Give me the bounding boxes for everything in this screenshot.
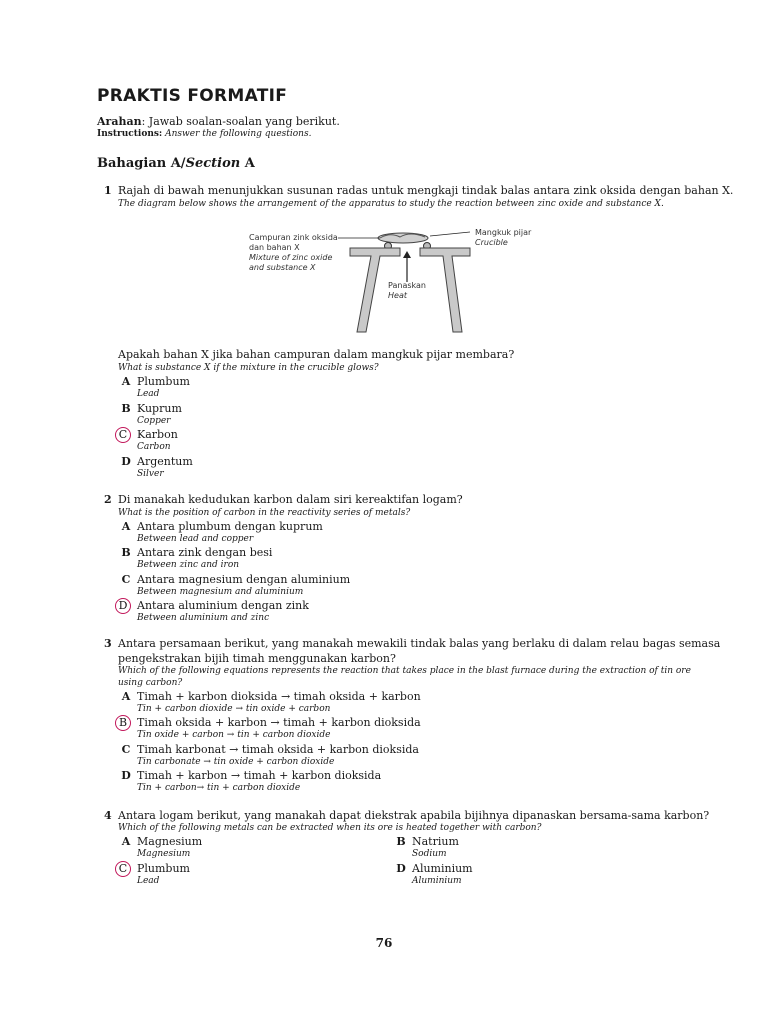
question-1-text-malay: Rajah di bawah menunjukkan susunan radas untuk mengkaji tindak balas antara zink oksida dengan bahan X. bbox=[118, 184, 734, 197]
q2-option-a-letter[interactable]: A bbox=[121, 520, 131, 533]
label-heat-english: Heat bbox=[388, 291, 407, 300]
question-4-text-malay: Antara logam berikut, yang manakah dapat diekstrak apabila bijihnya dipanaskan bersama-sama karbon? bbox=[118, 809, 710, 822]
instructions-label-malay: Arahan bbox=[97, 115, 142, 128]
question-1-subquestion-english: What is substance X if the mixture in the crucible glows? bbox=[118, 363, 379, 373]
q1-option-a-malay: Plumbum bbox=[137, 375, 190, 388]
question-2-text-malay: Di manakah kedudukan karbon dalam siri kereaktifan logam? bbox=[118, 493, 463, 506]
q1-option-a-letter[interactable]: A bbox=[121, 375, 131, 388]
q3-option-c-malay: Timah karbonat → timah oksida + karbon dioksida bbox=[137, 743, 419, 756]
label-mixture-english-1: Mixture of zinc oxide bbox=[249, 253, 333, 262]
q4-option-b-letter[interactable]: B bbox=[396, 835, 406, 848]
label-heat-malay: Panaskan bbox=[388, 281, 426, 290]
q3-option-c-letter[interactable]: C bbox=[121, 743, 131, 756]
q4-option-c-english: Lead bbox=[137, 876, 160, 886]
q3-option-a-english: Tin + carbon dioxide → tin oxide + carbon bbox=[137, 704, 331, 714]
q4-option-d-malay: Aluminium bbox=[412, 862, 473, 875]
q3-option-d-letter[interactable]: D bbox=[121, 769, 131, 782]
instructions-text-malay: : Jawab soalan-soalan yang berikut. bbox=[141, 115, 340, 128]
q4-option-c-letter-circled[interactable]: C bbox=[115, 861, 131, 877]
q4-option-d-letter[interactable]: D bbox=[396, 862, 406, 875]
question-3-text-english-line-2: using carbon? bbox=[118, 678, 183, 688]
label-crucible-malay: Mangkuk pijar bbox=[475, 228, 532, 237]
question-2-number: 2 bbox=[104, 493, 112, 506]
question-2-text-english: What is the position of carbon in the reactivity series of metals? bbox=[118, 508, 411, 518]
q2-option-a-english: Between lead and copper bbox=[137, 534, 254, 544]
label-crucible-english: Crucible bbox=[475, 238, 508, 247]
heat-arrowhead-icon bbox=[403, 251, 411, 258]
label-mixture-malay-2: dan bahan X bbox=[249, 243, 300, 252]
q2-option-c-letter[interactable]: C bbox=[121, 573, 131, 586]
q3-option-c-english: Tin carbonate → tin oxide + carbon dioxide bbox=[137, 757, 335, 767]
instructions-english bbox=[97, 129, 311, 139]
q3-option-b-english: Tin oxide + carbon → tin + carbon dioxide bbox=[137, 730, 331, 740]
apparatus-diagram bbox=[240, 222, 570, 337]
label-mixture-malay-1: Campuran zink oksida bbox=[249, 233, 338, 242]
q1-option-c-malay: Karbon bbox=[137, 428, 178, 441]
q3-option-b-letter-circled[interactable]: B bbox=[115, 715, 131, 731]
question-3-number: 3 bbox=[104, 637, 112, 650]
question-1-text-english: The diagram below shows the arrangement of the apparatus to study the reaction between zinc oxide and substance X. bbox=[118, 199, 664, 209]
q1-option-a-english: Lead bbox=[137, 389, 160, 399]
q3-option-d-malay: Timah + karbon → timah + karbon dioksida bbox=[137, 769, 382, 782]
tripod-right-leg-icon bbox=[420, 248, 470, 332]
question-4-number: 4 bbox=[104, 809, 112, 822]
q4-option-a-malay: Magnesium bbox=[137, 835, 203, 848]
section-heading-malay: Bahagian A/ bbox=[97, 156, 186, 171]
q1-option-c-letter-circled[interactable]: C bbox=[115, 427, 131, 443]
crucible-leader-line bbox=[430, 232, 470, 236]
q4-option-c-malay: Plumbum bbox=[137, 862, 190, 875]
question-4-text-english: Which of the following metals can be extracted when its ore is heated together with carbon? bbox=[118, 823, 542, 833]
q4-option-a-english: Magnesium bbox=[137, 849, 191, 859]
q2-option-b-malay: Antara zink dengan besi bbox=[137, 546, 273, 559]
q2-option-d-english: Between aluminium and zinc bbox=[137, 613, 270, 623]
q3-option-d-english: Tin + carbon→ tin + carbon dioxide bbox=[137, 783, 301, 793]
q1-option-d-english: Silver bbox=[137, 469, 164, 479]
tripod-left-leg-icon bbox=[350, 248, 400, 332]
q3-option-a-malay: Timah + karbon dioksida → timah oksida + karbon bbox=[137, 690, 421, 703]
crucible-mixture-icon bbox=[378, 233, 428, 243]
q1-option-b-letter[interactable]: B bbox=[121, 402, 131, 415]
question-1-number: 1 bbox=[104, 184, 112, 197]
q2-option-d-malay: Antara aluminium dengan zink bbox=[137, 599, 309, 612]
q2-option-a-malay: Antara plumbum dengan kuprum bbox=[137, 520, 323, 533]
q2-option-d-letter-circled[interactable]: D bbox=[115, 598, 131, 614]
q1-option-b-english: Copper bbox=[137, 416, 171, 426]
q1-option-d-letter[interactable]: D bbox=[121, 455, 131, 468]
q3-option-a-letter[interactable]: A bbox=[121, 690, 131, 703]
q2-option-c-english: Between magnesium and aluminium bbox=[137, 587, 304, 597]
q1-option-d-malay: Argentum bbox=[137, 455, 193, 468]
question-1-subquestion-malay: Apakah bahan X jika bahan campuran dalam mangkuk pijar membara? bbox=[118, 348, 515, 361]
label-mixture-english-2: and substance X bbox=[249, 263, 316, 272]
q1-option-c-english: Carbon bbox=[137, 442, 171, 452]
q2-option-b-letter[interactable]: B bbox=[121, 546, 131, 559]
page-number: 76 bbox=[375, 936, 393, 950]
instructions-text-english: Answer the following questions. bbox=[162, 129, 312, 139]
question-3-text-malay-line-2: pengekstrakan bijih timah menggunakan karbon? bbox=[118, 652, 396, 665]
instructions-label-english: Instructions: bbox=[97, 129, 163, 139]
section-heading-english: Section bbox=[185, 156, 241, 171]
section-heading bbox=[97, 156, 255, 171]
q4-option-a-letter[interactable]: A bbox=[121, 835, 131, 848]
q4-option-d-english: Aluminium bbox=[412, 876, 462, 886]
q4-option-b-english: Sodium bbox=[412, 849, 447, 859]
section-letter: A bbox=[240, 156, 255, 171]
q2-option-b-english: Between zinc and iron bbox=[137, 560, 240, 570]
q2-option-c-malay: Antara magnesium dengan aluminium bbox=[137, 573, 351, 586]
q1-option-b-malay: Kuprum bbox=[137, 402, 182, 415]
page-title: PRAKTIS FORMATIF bbox=[97, 86, 288, 106]
q3-option-b-malay: Timah oksida + karbon → timah + karbon dioksida bbox=[137, 716, 421, 729]
question-3-text-english-line-1: Which of the following equations represents the reaction that takes place in the blast furnace during the extraction of tin ore bbox=[118, 666, 691, 676]
q4-option-b-malay: Natrium bbox=[412, 835, 459, 848]
instructions-malay bbox=[97, 115, 340, 128]
question-3-text-malay-line-1: Antara persamaan berikut, yang manakah mewakili tindak balas yang berlaku di dalam relau bagas semasa bbox=[118, 637, 721, 650]
